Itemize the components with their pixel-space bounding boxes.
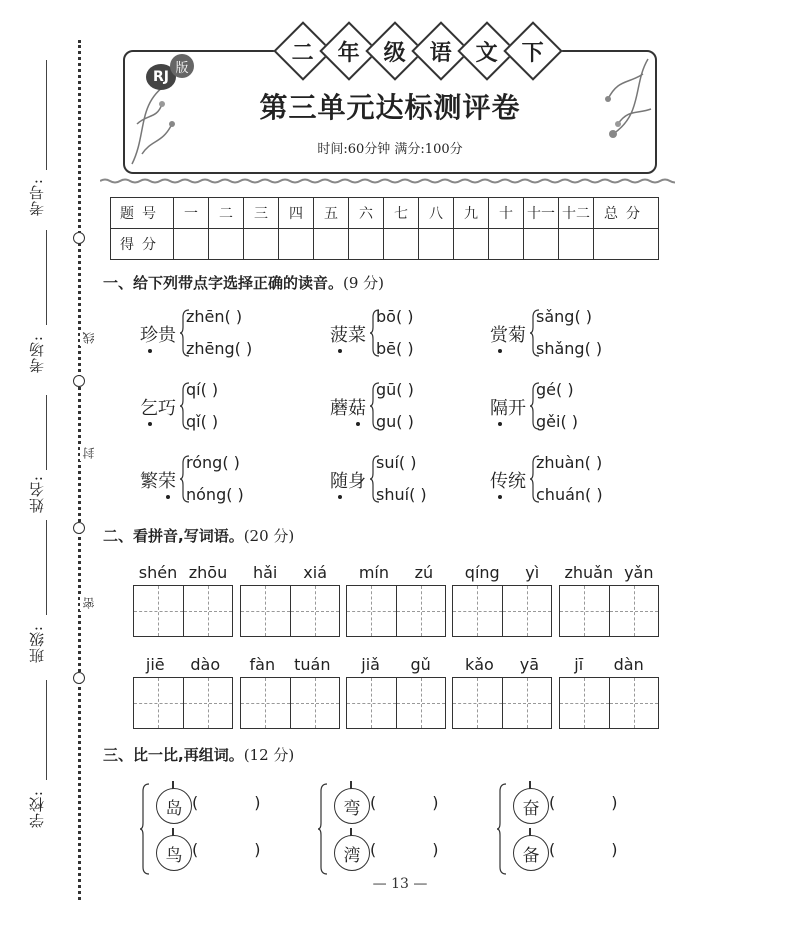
emphasis-dot bbox=[338, 349, 342, 353]
compare-pair bbox=[140, 783, 300, 878]
writing-cell[interactable] bbox=[453, 586, 502, 636]
pinyin-choice-item bbox=[140, 307, 310, 359]
score-cell[interactable] bbox=[314, 229, 349, 260]
character-apple: 鸟 bbox=[156, 835, 192, 871]
pinyin-option[interactable]: gěi( ) bbox=[536, 412, 579, 431]
item-word: 蘑菇 bbox=[330, 398, 366, 419]
pinyin-option[interactable]: nóng( ) bbox=[186, 485, 244, 504]
score-cell[interactable] bbox=[559, 229, 594, 260]
grade-char: 级 bbox=[365, 21, 424, 80]
question-col: 八 bbox=[419, 198, 454, 229]
question-col: 一 bbox=[174, 198, 209, 229]
score-table bbox=[110, 197, 659, 260]
pinyin-syllable: dào bbox=[190, 655, 221, 674]
writing-cell[interactable] bbox=[453, 678, 502, 728]
pinyin-option[interactable]: zhēng( ) bbox=[186, 339, 253, 358]
exam-info: 时间:60分钟 满分:100分 bbox=[317, 142, 463, 157]
brace-icon bbox=[497, 783, 509, 875]
pinyin-syllable: yā bbox=[519, 655, 540, 674]
school-label: 学校: bbox=[28, 790, 46, 829]
pinyin-option[interactable]: gu( ) bbox=[376, 412, 414, 431]
exam-number-label: 考号: bbox=[28, 178, 46, 217]
tian-grid[interactable] bbox=[133, 585, 233, 637]
pinyin-prompt bbox=[559, 563, 659, 582]
tian-grid[interactable] bbox=[240, 585, 340, 637]
item-word: 赏菊 bbox=[490, 325, 526, 346]
pinyin-prompt bbox=[240, 563, 340, 582]
tian-grid[interactable] bbox=[133, 677, 233, 729]
writing-cell[interactable] bbox=[560, 586, 609, 636]
question-col: 十二 bbox=[559, 198, 594, 229]
binding-hole bbox=[73, 232, 85, 244]
section3-heading: 三、比一比,再组词。(12 分) bbox=[103, 746, 295, 764]
question-col: 十一 bbox=[524, 198, 559, 229]
pinyin-prompt bbox=[133, 563, 233, 582]
writing-cell[interactable] bbox=[560, 678, 609, 728]
grade-banner bbox=[282, 30, 554, 70]
pinyin-option[interactable]: shuí( ) bbox=[376, 485, 427, 504]
pinyin-syllable: tuán bbox=[294, 655, 331, 674]
score-cell[interactable] bbox=[174, 229, 209, 260]
answer-blank[interactable]: ( ) bbox=[370, 840, 439, 859]
writing-cell[interactable] bbox=[134, 586, 183, 636]
school-line bbox=[46, 680, 47, 780]
character-apple: 备 bbox=[513, 835, 549, 871]
writing-cell[interactable] bbox=[134, 678, 183, 728]
score-cell[interactable] bbox=[384, 229, 419, 260]
class-label: 班级: bbox=[28, 625, 46, 664]
item-word: 随身 bbox=[330, 471, 366, 492]
pinyin-option[interactable]: chuán( ) bbox=[536, 485, 603, 504]
pinyin-option[interactable]: suí( ) bbox=[376, 453, 417, 472]
section1-heading: 一、给下列带点字选择正确的读音。(9 分) bbox=[103, 274, 385, 292]
pinyin-choice-item bbox=[490, 380, 660, 432]
answer-blank[interactable]: ( ) bbox=[192, 793, 261, 812]
score-cell[interactable] bbox=[209, 229, 244, 260]
pinyin-prompt bbox=[346, 655, 446, 674]
emphasis-dot bbox=[356, 422, 360, 426]
pinyin-choice-item bbox=[490, 307, 660, 359]
exam-room-line bbox=[46, 230, 47, 325]
item-word: 传统 bbox=[490, 471, 526, 492]
edition-suffix: 版 bbox=[170, 54, 194, 78]
cut-word-secret: 密 bbox=[82, 597, 96, 609]
pinyin-option[interactable]: róng( ) bbox=[186, 453, 240, 472]
character-apple: 奋 bbox=[513, 788, 549, 824]
pinyin-choice-item bbox=[330, 380, 500, 432]
emphasis-dot bbox=[498, 349, 502, 353]
tian-grid[interactable] bbox=[452, 585, 552, 637]
writing-cell[interactable] bbox=[396, 678, 446, 728]
score-cell[interactable] bbox=[454, 229, 489, 260]
tian-grid[interactable] bbox=[240, 677, 340, 729]
item-word: 繁荣 bbox=[140, 471, 176, 492]
writing-cell[interactable] bbox=[241, 586, 290, 636]
pinyin-option[interactable]: sǎng( ) bbox=[536, 307, 593, 326]
pinyin-option[interactable]: zhēn( ) bbox=[186, 307, 243, 326]
cut-word-seal: 封 bbox=[82, 447, 96, 459]
tian-grid[interactable] bbox=[559, 677, 659, 729]
item-word: 乞巧 bbox=[140, 398, 176, 419]
emphasis-dot bbox=[166, 495, 170, 499]
score-cell[interactable] bbox=[489, 229, 524, 260]
emphasis-dot bbox=[148, 349, 152, 353]
question-col: 五 bbox=[314, 198, 349, 229]
page-title: 第三单元达标测评卷 bbox=[259, 91, 521, 124]
pinyin-prompt bbox=[452, 655, 552, 674]
total-score-cell[interactable] bbox=[594, 229, 659, 260]
exam-room-label: 考场: bbox=[28, 335, 46, 374]
question-col: 十 bbox=[489, 198, 524, 229]
pinyin-syllable: kǎo bbox=[464, 655, 494, 674]
tian-grid[interactable] bbox=[559, 585, 659, 637]
pinyin-option[interactable]: gū( ) bbox=[376, 380, 414, 399]
pinyin-option[interactable]: gé( ) bbox=[536, 380, 574, 399]
compare-pair bbox=[497, 783, 657, 878]
pinyin-option[interactable]: shǎng( ) bbox=[536, 339, 603, 358]
emphasis-dot bbox=[498, 495, 502, 499]
writing-cell[interactable] bbox=[290, 586, 340, 636]
page-number: — 13 — bbox=[372, 876, 428, 892]
question-col: 六 bbox=[349, 198, 384, 229]
writing-cell[interactable] bbox=[183, 586, 233, 636]
score-cell[interactable] bbox=[349, 229, 384, 260]
total-header: 总分 bbox=[594, 198, 659, 229]
class-line bbox=[46, 520, 47, 615]
writing-cell[interactable] bbox=[290, 678, 340, 728]
pinyin-syllable: zhuǎn bbox=[564, 563, 614, 582]
pinyin-syllable: xiá bbox=[303, 563, 328, 582]
character-apple: 湾 bbox=[334, 835, 370, 871]
pinyin-prompt bbox=[240, 655, 340, 674]
writing-cell[interactable] bbox=[241, 678, 290, 728]
pinyin-option[interactable]: bō( ) bbox=[376, 307, 414, 326]
pinyin-option[interactable]: qí( ) bbox=[186, 380, 219, 399]
grade-char: 二 bbox=[273, 21, 332, 80]
writing-cell[interactable] bbox=[183, 678, 233, 728]
item-word: 隔开 bbox=[490, 398, 526, 419]
writing-cell[interactable] bbox=[609, 586, 659, 636]
exam-number-line bbox=[46, 60, 47, 170]
pinyin-syllable: zhōu bbox=[188, 563, 228, 582]
writing-cell[interactable] bbox=[502, 678, 552, 728]
question-col: 九 bbox=[454, 198, 489, 229]
brace-icon bbox=[140, 783, 152, 875]
item-word: 珍贵 bbox=[140, 325, 176, 346]
grade-char: 年 bbox=[319, 21, 378, 80]
emphasis-dot bbox=[148, 422, 152, 426]
pinyin-syllable: gǔ bbox=[410, 655, 431, 674]
name-line bbox=[46, 395, 47, 470]
pinyin-syllable: hǎi bbox=[252, 563, 278, 582]
pinyin-syllable: shén bbox=[138, 563, 178, 582]
writing-cell[interactable] bbox=[396, 586, 446, 636]
character-apple: 弯 bbox=[334, 788, 370, 824]
question-number-header: 题号 bbox=[111, 198, 174, 229]
emphasis-dot bbox=[338, 495, 342, 499]
score-cell[interactable] bbox=[244, 229, 279, 260]
answer-blank[interactable]: ( ) bbox=[192, 840, 261, 859]
compare-pair bbox=[318, 783, 478, 878]
pinyin-syllable: yì bbox=[525, 563, 540, 582]
grade-char: 文 bbox=[457, 21, 516, 80]
cut-word-line: 线 bbox=[82, 332, 96, 344]
pinyin-prompt bbox=[452, 563, 552, 582]
pinyin-prompt bbox=[346, 563, 446, 582]
character-apple: 岛 bbox=[156, 788, 192, 824]
writing-cell[interactable] bbox=[347, 586, 396, 636]
pinyin-choice-item bbox=[140, 380, 310, 432]
pinyin-syllable: fàn bbox=[249, 655, 276, 674]
tian-grid[interactable] bbox=[452, 677, 552, 729]
grade-char: 语 bbox=[411, 21, 470, 80]
name-label: 姓名: bbox=[28, 475, 46, 514]
binding-dotted-line bbox=[78, 40, 81, 900]
pinyin-prompt bbox=[133, 655, 233, 674]
pinyin-syllable: jiē bbox=[145, 655, 165, 674]
pinyin-choice-item bbox=[490, 453, 660, 505]
writing-cell[interactable] bbox=[347, 678, 396, 728]
question-col: 七 bbox=[384, 198, 419, 229]
pinyin-choice-item bbox=[330, 307, 500, 359]
pinyin-syllable: jī bbox=[574, 655, 584, 674]
binding-hole bbox=[73, 672, 85, 684]
pinyin-option[interactable]: bē( ) bbox=[376, 339, 414, 358]
question-col: 三 bbox=[244, 198, 279, 229]
answer-blank[interactable]: ( ) bbox=[549, 840, 618, 859]
grade-char: 下 bbox=[503, 21, 562, 80]
score-row bbox=[111, 229, 659, 260]
pinyin-syllable: dàn bbox=[613, 655, 644, 674]
pinyin-prompt bbox=[559, 655, 659, 674]
pinyin-choice-item bbox=[140, 453, 310, 505]
pinyin-syllable: qíng bbox=[464, 563, 500, 582]
pinyin-syllable: mín bbox=[358, 563, 389, 582]
emphasis-dot bbox=[498, 422, 502, 426]
answer-blank[interactable]: ( ) bbox=[370, 793, 439, 812]
answer-blank[interactable]: ( ) bbox=[549, 793, 618, 812]
question-col: 二 bbox=[209, 198, 244, 229]
binding-hole bbox=[73, 522, 85, 534]
wavy-divider bbox=[100, 178, 675, 184]
score-header-row bbox=[111, 198, 659, 229]
tian-grid[interactable] bbox=[346, 585, 446, 637]
score-label: 得分 bbox=[111, 229, 174, 260]
score-cell[interactable] bbox=[279, 229, 314, 260]
pinyin-option[interactable]: qǐ( ) bbox=[186, 412, 219, 431]
pinyin-option[interactable]: zhuàn( ) bbox=[536, 453, 603, 472]
item-word: 菠菜 bbox=[330, 325, 366, 346]
pinyin-choice-item bbox=[330, 453, 500, 505]
pinyin-syllable: yǎn bbox=[624, 563, 654, 582]
edition-badge: RJ bbox=[146, 64, 176, 90]
pinyin-syllable: zú bbox=[414, 563, 434, 582]
score-cell[interactable] bbox=[419, 229, 454, 260]
pinyin-syllable: jiǎ bbox=[361, 655, 380, 674]
brace-icon bbox=[318, 783, 330, 875]
score-cell[interactable] bbox=[524, 229, 559, 260]
question-col: 四 bbox=[279, 198, 314, 229]
writing-cell[interactable] bbox=[502, 586, 552, 636]
binding-hole bbox=[73, 375, 85, 387]
writing-cell[interactable] bbox=[609, 678, 659, 728]
tian-grid[interactable] bbox=[346, 677, 446, 729]
section2-heading: 二、看拼音,写词语。(20 分) bbox=[103, 527, 295, 545]
